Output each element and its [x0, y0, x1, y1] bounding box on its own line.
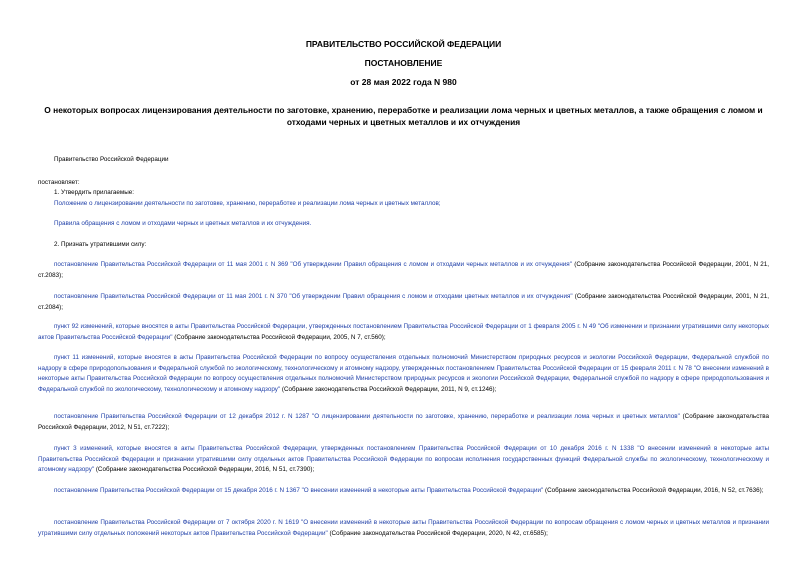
regulation-link[interactable]: Положение о лицензировании деятельности по заготовке, хранению, переработке и реализации лома черных и цветных металлов;	[54, 200, 441, 207]
repealed-source: (Собрание законодательства Российской Федерации, 2020, N 42, ст.6585);	[327, 529, 548, 537]
repealed-source: (Собрание законодательства Российской Федерации, 2012, N 51, ст.7222);	[38, 413, 769, 431]
repealed-item	[38, 444, 769, 476]
document-title: О некоторых вопросах лицензирования деятельности по заготовке, хранению, переработке и реализации лома черных и цветных металлов, а также обращения с ломом и отходами черных и цветных металлов и их отчуждения	[44, 105, 763, 127]
repealed-source: (Собрание законодательства Российской Федерации, 2016, N 51, ст.7390);	[94, 466, 315, 473]
repealed-link[interactable]: постановление Правительства Российской Федерации от 12 декабря 2012 г. N 1287 "О лицензировании деятельности по заготовке, хранению, переработке и реализации лома черных и цветных металлов"	[54, 413, 680, 420]
repealed-item	[38, 322, 769, 343]
repealed-link[interactable]: постановление Правительства Российской Федерации от 7 октября 2020 г. N 1619 "О внесении изменений в некоторые акты Правительства Российской Федерации по вопросам обращения с ломом черных и цветных металлов и признании утратившими силу отдельных положений некоторых актов Правительства Российской Федерации"	[38, 519, 769, 537]
repealed-source: (Собрание законодательства Российской Федерации, 2016, N 52, ст.7636);	[543, 487, 764, 494]
rules-link[interactable]: Правила обращения с ломом и отходами черных и цветных металлов и их отчуждения.	[54, 220, 312, 227]
government-heading: ПРАВИТЕЛЬСТВО РОССИЙСКОЙ ФЕДЕРАЦИИ	[305, 39, 502, 49]
repealed-source: (Собрание законодательства Российской Федерации, 2011, N 9, ст.1246);	[280, 385, 497, 393]
repealed-source: (Собрание законодательства Российской Федерации, 2005, N 7, ст.560);	[172, 333, 386, 341]
intro-text: Правительство Российской Федерации	[54, 156, 169, 163]
document-date-number: от 28 мая 2022 года N 980	[350, 77, 457, 87]
repealed-item	[38, 486, 769, 497]
repealed-item	[38, 412, 769, 433]
repealed-item	[38, 260, 769, 281]
repealed-link[interactable]: постановление Правительства Российской Федерации от 15 декабря 2016 г. N 1367 "О внесении изменений в некоторые акты Правительства Российской Федерации"	[54, 487, 544, 494]
repealed-link[interactable]: постановление Правительства Российской Федерации от 11 мая 2001 г. N 369 "Об утверждении Правил обращения с ломом и отходами черных металлов и их отчуждения"	[54, 261, 572, 268]
repealed-item	[38, 353, 769, 395]
repealed-source: (Собрание законодательства Российской Федерации, 2001, N 21, ст.2083);	[38, 261, 769, 279]
repealed-item	[38, 518, 769, 539]
repealed-item	[38, 292, 769, 313]
repealed-link[interactable]: постановление Правительства Российской Федерации от 11 мая 2001 г. N 370 "Об утверждении Правил обращения с ломом и отходами цветных металлов и их отчуждения"	[54, 293, 573, 300]
repealed-source: (Собрание законодательства Российской Федерации, 2001, N 21, ст.2084);	[38, 293, 769, 311]
item-2: 2. Признать утратившими силу:	[54, 241, 147, 248]
repealed-link[interactable]: пункт 92 изменений, которые вносятся в акты Правительства Российской Федерации, утвержденных постановлением Правительства Российской Федерации от 1 февраля 2005 г. N 49 "Об изменении и признании утратившими силу некоторых актов Правительства Российской Федерации"	[38, 323, 769, 341]
item-1: 1. Утвердить прилагаемые:	[54, 189, 134, 196]
repealed-link[interactable]: пункт 11 изменений, которые вносятся в акты Правительства Российской Федерации по вопросу осуществления отдельных полномочий Министерством природных ресурсов и экологии Российской Федерации, Федеральной службой по надзору в сфере природопользования и Федеральной службой по экологическому, технологическому и атомному надзору, утвержденных постановлением Правительства Российской Федерации от 15 февраля 2011 г. N 78 "О внесении изменений в некоторые акты Правительства Российской Федерации по вопросу осуществления отдельных полномочий Министерством природных ресурсов и экологии Российской Федерации, Федеральной службой по надзору в сфере природопользования и Федеральной службой по экологическому, технологическому и атомному надзору"	[38, 354, 769, 393]
decree-word: постановляет:	[38, 179, 80, 186]
document-type: ПОСТАНОВЛЕНИЕ	[364, 58, 443, 68]
repealed-link[interactable]: пункт 3 изменений, которые вносятся в акты Правительства Российской Федерации, утвержденных постановлением Правительства Российской Федерации от 10 декабря 2016 г. N 1338 "О внесении изменений в некоторые акты Правительства Российской Федерации и признании утратившими силу отдельных актов Правительства Российской Федерации по вопросам исполнения государственных функций Федеральной службы по экологическому, технологическому и атомному надзору"	[38, 445, 769, 473]
